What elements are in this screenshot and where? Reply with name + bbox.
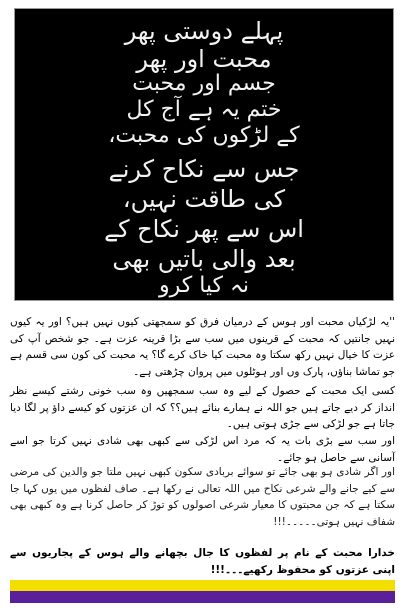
closing-line: خدارا محبت کے نام پر لفظوں کا جال بچھانے والے ہوس کے پجاریوں سے اپنی عزتوں کو محفوظ رکھیے۔۔۔!!! — [10, 547, 395, 576]
poster-line-8: اس سے پھر نکاح کے — [104, 215, 304, 243]
poster-line-10: نہ کیا کرو — [158, 273, 250, 298]
poster-line-4: ختم یہ ہے آج کل — [126, 97, 282, 122]
yellow-band — [10, 580, 395, 591]
paragraph-4: اور اگر شادی ہو بھی جائے تو سوائے بربادی سکون کبھی نہیں ملتا جو والدین کی مرضی سے کیے جانے والے شرعی نکاح میں اللہ تعالی نے رکھا ہے۔ صاف لفظوں میں یوں کہا جا سکتا ہے کہ جن محبتوں کا معیار شرعی اصولوں کو توڑ کر حاصل کرنا ہے وہ کبھی بھی شفاف نہیں ہوتی۔۔۔۔۔!!! — [10, 466, 395, 528]
purple-band — [10, 591, 395, 603]
poster-line-9: بعد والی باتیں بھی — [112, 245, 296, 273]
poster-line-5: کے لڑکوں کی محبت، — [108, 123, 300, 148]
quote-poster — [14, 8, 394, 301]
poster-line-1: پہلے دوستی پھر — [124, 17, 284, 45]
poster-line-6: جس سے نکاح کرنے — [108, 155, 300, 183]
poster-line-3: جسم اور محبت — [132, 71, 276, 96]
paragraph-1: ''یہ لڑکیاں محبت اور ہوس کے درمیان فرق کو سمجھتی کیوں نہیں ہیں؟ اور یہ کیوں نہیں جانتیں کہ محبت کے قرینوں میں سب سے بڑا قرینہ عزت ہے۔ جو شخص آپ کی عزت کا خیال نہیں رکھ سکتا وہ محبت کیا خاک کرے گا؟ یہ محبت کی کون سی قسم ہے جو تماشا بناؤں، پارک وں اور ہوٹلوں میں پروان چڑھتی ہے۔ — [10, 316, 395, 378]
poster-line-7: کی طاقت نہیں، — [122, 185, 286, 213]
paragraph-2: کسی ایک محبت کے حصول کے لیے وہ سب سمجھیں وہ سب خونی رشتے کیسے نظر انداز کر دیے جاتے ہیں جو اللہ نے ہمارے بنائے ہیں؟؟ کہ ان عزتوں کو کیسے داؤ پر لگا دیا جاتا ہے جو لڑکی سے جڑی ہوتی ہیں۔ — [10, 385, 395, 431]
paragraph-3: اور سب سے بڑی بات یہ کہ مرد اس لڑکی سے کبھی بھی شادی نہیں کرتا جو اسے آسانی سے حاصل ہو جائے۔ — [10, 435, 395, 464]
poster-line-2: محبت اور پھر — [136, 45, 272, 73]
